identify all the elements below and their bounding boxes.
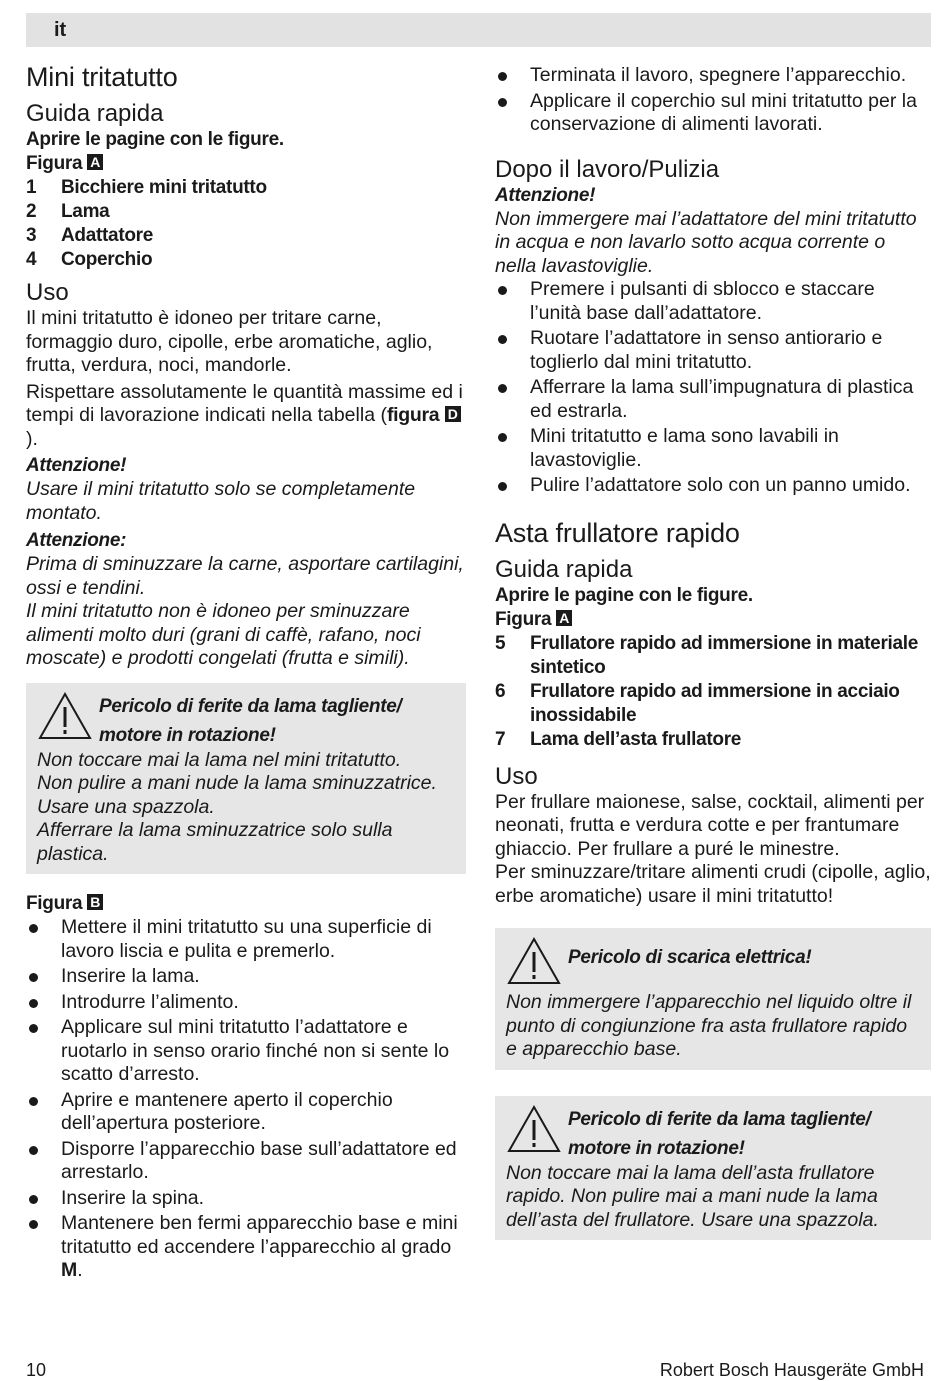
attention-text: Non immergere mai l’adattatore del mini tritatutto in acqua e non lavarlo sotto acqua corrente o nella lavastoviglie. — [495, 207, 917, 277]
list-item: Afferrare la lama sull’impugnatura di plastica ed estrarla. — [495, 376, 931, 423]
figure-ref: Figura B — [26, 892, 466, 916]
steps-list — [26, 916, 466, 1283]
quick-guide-heading: Guida rapida — [495, 555, 633, 583]
warning-triangle-icon — [506, 936, 568, 991]
list-item: Pulire l’adattatore solo con un panno umido. — [495, 474, 931, 498]
cleaning-heading: Dopo il lavoro/Pulizia — [495, 155, 720, 183]
list-item: 4 Coperchio — [26, 249, 153, 270]
use-paragraph-2: Per sminuzzare/tritare alimenti crudi (cipolle, aglio, erbe aromatiche) usare il mini tritatutto! — [495, 861, 931, 907]
warning-box — [495, 1096, 931, 1241]
list-item: 6 Frullatore rapido ad immersione in acciaio inossidabile — [495, 680, 900, 726]
list-item: Aprire e mantenere aperto il coperchio dell’apertura posteriore. — [26, 1089, 466, 1136]
warning-title: Pericolo di ferite da lama tagliente/ — [99, 695, 402, 717]
list-item: Applicare il coperchio sul mini tritatutto per la conservazione di alimenti lavorati. — [495, 90, 931, 137]
list-item: 5 Frullatore rapido ad immersione in materiale sintetico — [495, 632, 919, 678]
attention-text: Il mini tritatutto non è idoneo per sminuzzare alimenti molto duri (grani di caffè, rafano, noci moscate) e prodotti congelati (frutta e simili). — [26, 600, 421, 669]
warning-title: motore in rotazione! — [568, 1137, 745, 1159]
use-paragraph-1: Per frullare maionese, salse, cocktail, alimenti per neonati, frutta e verdura cotte e per frantumare ghiaccio. Per frullare a puré le minestre. — [495, 790, 925, 860]
list-item: Mantenere ben fermi apparecchio base e mini tritatutto ed accendere l’apparecchio al grado M. — [26, 1212, 466, 1283]
attention-text: Usare il mini tritatutto solo se completamente montato. — [26, 478, 416, 524]
list-item: Premere i pulsanti di sblocco e staccare l’unità base dall’adattatore. — [495, 278, 931, 325]
list-item: Terminata il lavoro, spegnere l’apparecchio. — [495, 64, 931, 88]
quick-guide-heading: Guida rapida — [26, 100, 164, 127]
list-item: Introdurre l’alimento. — [26, 991, 466, 1015]
figure-d-badge: D — [445, 406, 461, 422]
use-paragraph-2: Rispettare assolutamente le quantità massime ed i tempi di lavorazione indicati nella tabella (figura D). — [26, 380, 463, 450]
list-item: Mini tritatutto e lama sono lavabili in lavastoviglie. — [495, 425, 931, 472]
list-item: Inserire la spina. — [26, 1187, 466, 1211]
figure-ref: Figura A — [26, 152, 466, 176]
list-item: Ruotare l’adattatore in senso antiorario e toglierlo dal mini tritatutto. — [495, 327, 931, 374]
language-code: it — [54, 19, 67, 41]
warning-text: Non immergere l’apparecchio nel liquido oltre il punto di congiunzione fra asta frullatore rapido e apparecchio base. — [506, 991, 912, 1060]
figure-ref: Figura A — [495, 608, 931, 632]
list-item: Mettere il mini tritatutto su una superficie di lavoro liscia e pulita e premerlo. — [26, 916, 466, 963]
use-heading: Uso — [26, 279, 69, 306]
page-number: 10 — [26, 1360, 47, 1380]
warning-title: Pericolo di scarica elettrica! — [568, 947, 812, 968]
section-title-mini-chopper: Mini tritatutto — [26, 62, 178, 92]
cleaning-steps — [495, 278, 931, 498]
warning-text: Afferrare la lama sminuzzatrice solo sulla plastica. — [37, 819, 393, 865]
parts-list — [495, 632, 931, 752]
figure-a-badge: A — [87, 154, 103, 170]
warning-box — [495, 928, 931, 1070]
list-item: Disporre l’apparecchio base sull’adattatore ed arrestarlo. — [26, 1138, 466, 1185]
list-item: 1 Bicchiere mini tritatutto — [26, 177, 267, 198]
list-item: Inserire la lama. — [26, 965, 466, 989]
warning-triangle-icon — [37, 691, 99, 746]
left-column — [26, 62, 466, 1285]
attention-label: Attenzione! — [26, 455, 127, 476]
warning-text: Non toccare mai la lama dell’asta frullatore rapido. Non pulire mai a mani nude la lama dell’asta del frullatore. Usare una spazzola. — [506, 1161, 879, 1231]
warning-title: Pericolo di ferite da lama tagliente/ — [568, 1108, 871, 1130]
list-item: Applicare sul mini tritatutto l’adattatore e ruotarlo in senso orario finché non si sente lo scatto d’arresto. — [26, 1016, 466, 1087]
list-item: 3 Adattatore — [26, 225, 154, 246]
footer-company: Robert Bosch Hausgeräte GmbH — [659, 1360, 924, 1380]
parts-list — [26, 176, 466, 272]
section-title-hand-blender: Asta frullatore rapido — [495, 517, 740, 548]
figure-a-badge: A — [556, 610, 572, 626]
warning-text: Non pulire a mani nude la lama sminuzzatrice. Usare una spazzola. — [37, 772, 437, 818]
warning-text: Non toccare mai la lama nel mini tritatutto. — [37, 748, 402, 771]
warning-title: motore in rotazione! — [99, 724, 276, 746]
attention-label: Attenzione! — [495, 184, 596, 206]
use-paragraph-1: Il mini tritatutto è idoneo per tritare carne, formaggio duro, cipolle, erbe aromatiche, aglio, frutta, verdura, noci, mandorle. — [26, 307, 433, 376]
warning-box — [26, 683, 466, 875]
list-item: 7 Lama dell’asta frullatore — [495, 728, 742, 750]
open-pages-note: Aprire le pagine con le figure. — [495, 584, 753, 606]
open-pages-note: Aprire le pagine con le figure. — [26, 129, 284, 150]
language-bar — [26, 13, 931, 47]
list-item: 2 Lama — [26, 201, 110, 222]
figure-b-badge: B — [87, 894, 103, 910]
attention-label: Attenzione: — [26, 530, 127, 551]
attention-text: Prima di sminuzzare la carne, asportare cartilagini, ossi e tendini. — [26, 553, 464, 599]
right-column — [495, 64, 931, 1240]
use-heading: Uso — [495, 762, 538, 790]
warning-triangle-icon — [506, 1104, 568, 1159]
